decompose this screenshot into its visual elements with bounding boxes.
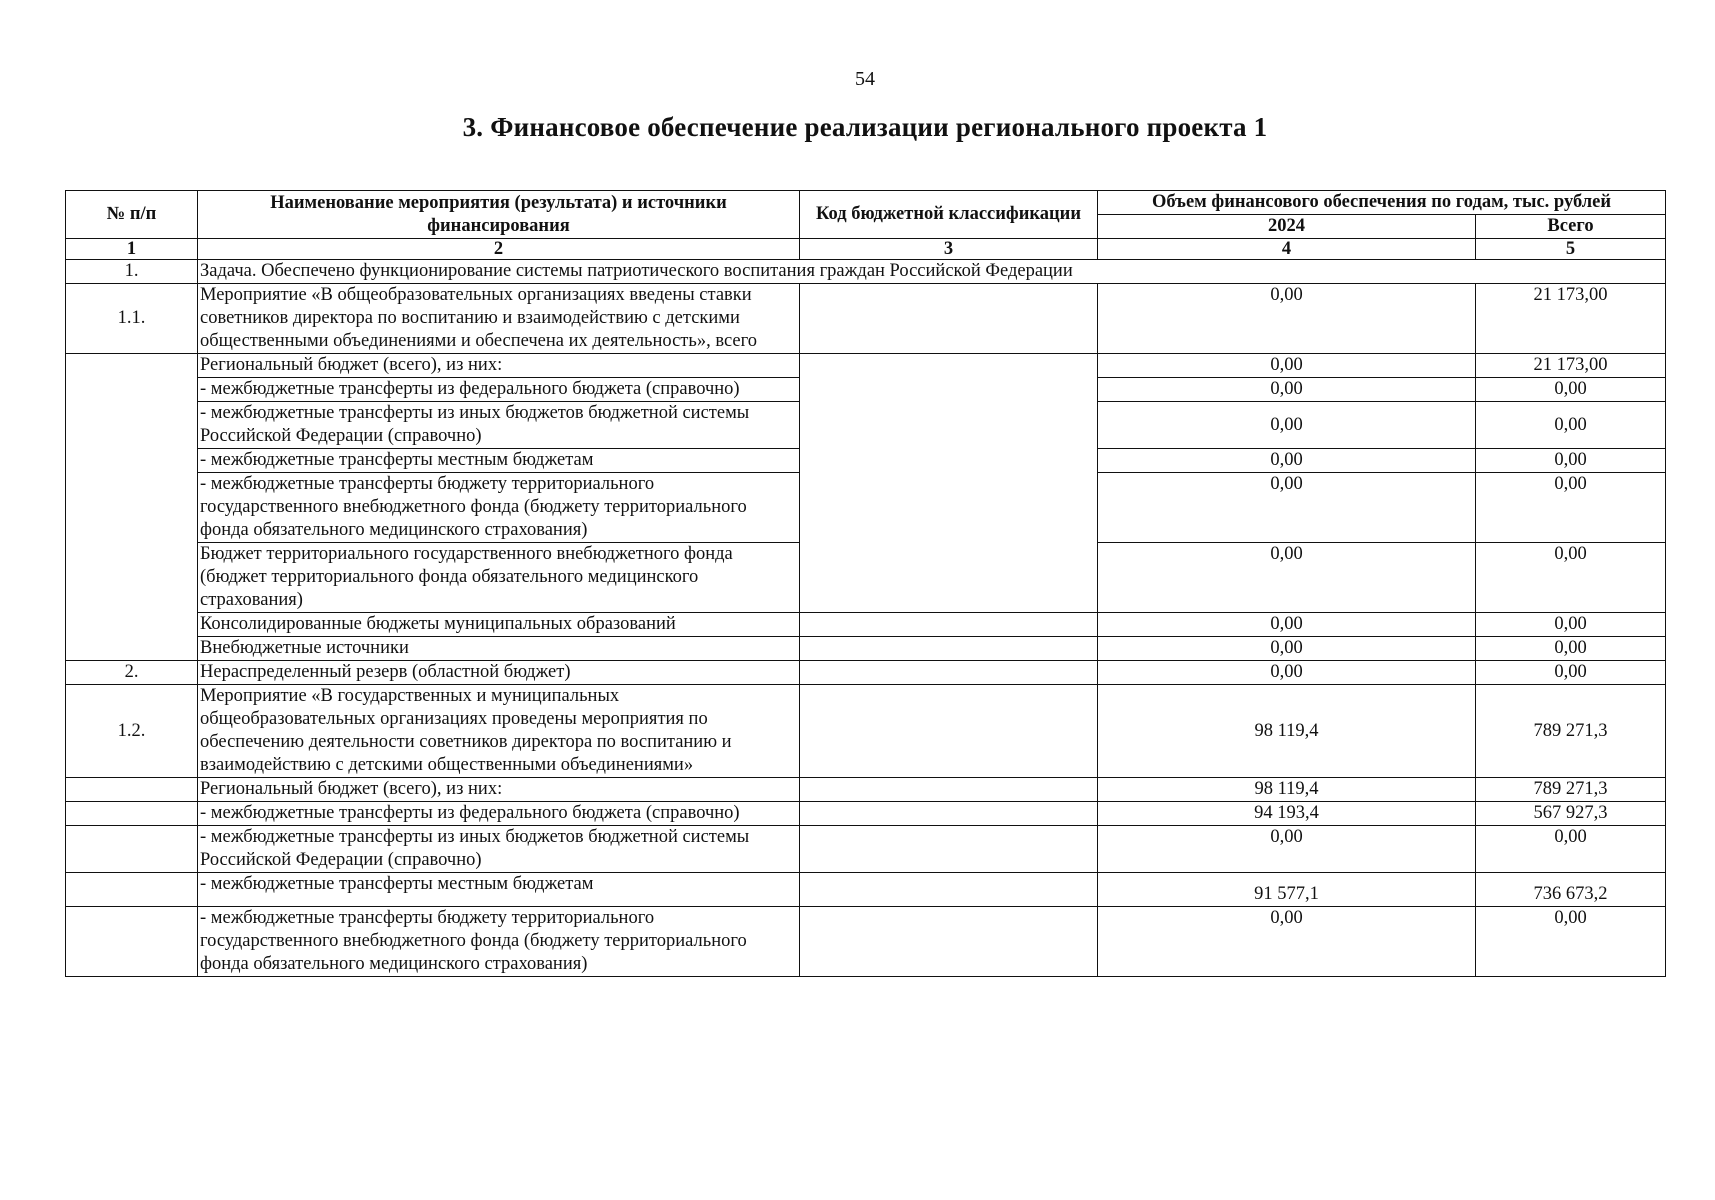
row-name: - межбюджетные трансферты бюджету территориального государственного внебюджетного фонда (бюджету территориального фонда обязательного медицинского страхования) [198,907,800,977]
row-total: 736 673,2 [1476,873,1666,907]
task-num: 1. [66,260,198,284]
table-row [66,873,1666,907]
row-name: Региональный бюджет (всего), из них: [198,354,800,378]
task-text: Задача. Обеспечено функционирование системы патриотического воспитания граждан Российской Федерации [198,260,1666,284]
table-row [66,637,1666,661]
row-total: 789 271,3 [1476,778,1666,802]
table-row [66,354,1666,378]
task-row [66,260,1666,284]
row-name: Региональный бюджет (всего), из них: [198,778,800,802]
row-total: 0,00 [1476,661,1666,685]
table-row [66,613,1666,637]
row-total: 789 271,3 [1476,685,1666,778]
header-num: № п/п [66,191,198,239]
row-total: 21 173,00 [1476,354,1666,378]
column-number: 4 [1098,239,1476,260]
row-num: 1.1. [66,284,198,354]
row-2024: 0,00 [1098,473,1476,543]
column-number: 5 [1476,239,1666,260]
table-row [66,661,1666,685]
column-number: 2 [198,239,800,260]
row-total: 0,00 [1476,473,1666,543]
row-2024: 94 193,4 [1098,802,1476,826]
row-name: Бюджет территориального государственного внебюджетного фонда (бюджет территориального фонда обязательного медицинского страхования) [198,543,800,613]
table-row [66,802,1666,826]
row-name: Консолидированные бюджеты муниципальных образований [198,613,800,637]
row-total: 0,00 [1476,826,1666,873]
row-code [800,637,1098,661]
row-name: - межбюджетные трансферты из федерального бюджета (справочно) [198,802,800,826]
row-2024: 0,00 [1098,826,1476,873]
row-2024: 91 577,1 [1098,873,1476,907]
row-name: Мероприятие «В государственных и муниципальных общеобразовательных организациях проведены мероприятия по обеспечению деятельности советников директора по воспитанию и взаимодействию с детскими общественными объединениями» [198,685,800,778]
row-2024: 0,00 [1098,378,1476,402]
row-total: 0,00 [1476,449,1666,473]
column-number-row [66,239,1666,260]
row-total: 0,00 [1476,637,1666,661]
row-code [800,778,1098,802]
row-2024: 98 119,4 [1098,778,1476,802]
row-num [66,802,198,826]
row-name: - межбюджетные трансферты бюджету территориального государственного внебюджетного фонда (бюджету территориального фонда обязательного медицинского страхования) [198,473,800,543]
row-code [800,613,1098,637]
row-2024: 0,00 [1098,354,1476,378]
row-2024: 0,00 [1098,449,1476,473]
page-title: 3. Финансовое обеспечение реализации регионального проекта 1 [462,112,1268,142]
row-2024: 0,00 [1098,637,1476,661]
table-row [66,907,1666,977]
row-2024: 0,00 [1098,402,1476,449]
row-name: - межбюджетные трансферты местным бюджетам [198,449,800,473]
row-code [800,802,1098,826]
row-total: 0,00 [1476,378,1666,402]
header-name: Наименование мероприятия (результата) и источники финансирования [198,191,800,239]
header-code: Код бюджетной классификации [800,191,1098,239]
row-num [66,778,198,802]
row-2024: 0,00 [1098,907,1476,977]
header-total: Всего [1476,215,1666,239]
row-name: - межбюджетные трансферты местным бюджетам [198,873,800,907]
row-code [800,685,1098,778]
row-name: Внебюджетные источники [198,637,800,661]
table-row [66,685,1666,778]
row-num [66,354,198,661]
row-num: 2. [66,661,198,685]
row-code [800,907,1098,977]
column-number: 1 [66,239,198,260]
row-code [800,284,1098,354]
row-name: Нераспределенный резерв (областной бюджет) [198,661,800,685]
page-number: 54 [855,68,875,90]
row-total: 0,00 [1476,613,1666,637]
row-code [800,354,1098,613]
row-total: 0,00 [1476,907,1666,977]
row-total: 567 927,3 [1476,802,1666,826]
row-2024: 0,00 [1098,661,1476,685]
row-name: - межбюджетные трансферты из иных бюджетов бюджетной системы Российской Федерации (справочно) [198,402,800,449]
row-2024: 98 119,4 [1098,685,1476,778]
financing-table [65,190,1666,977]
row-code [800,826,1098,873]
row-name: - межбюджетные трансферты из федерального бюджета (справочно) [198,378,800,402]
row-code [800,873,1098,907]
table-row [66,284,1666,354]
row-2024: 0,00 [1098,543,1476,613]
row-num: 1.2. [66,685,198,778]
header-volume: Объем финансового обеспечения по годам, тыс. рублей [1098,191,1666,215]
row-num [66,873,198,907]
header-year: 2024 [1098,215,1476,239]
column-number: 3 [800,239,1098,260]
row-2024: 0,00 [1098,284,1476,354]
row-num [66,826,198,873]
row-total: 0,00 [1476,402,1666,449]
row-name: Мероприятие «В общеобразовательных организациях введены ставки советников директора по воспитанию и взаимодействию с детскими общественными объединениями и обеспечена их деятельность», всего [198,284,800,354]
row-2024: 0,00 [1098,613,1476,637]
row-total: 21 173,00 [1476,284,1666,354]
row-total: 0,00 [1476,543,1666,613]
row-num [66,907,198,977]
row-code [800,661,1098,685]
row-name: - межбюджетные трансферты из иных бюджетов бюджетной системы Российской Федерации (справочно) [198,826,800,873]
table-row [66,826,1666,873]
table-row [66,778,1666,802]
